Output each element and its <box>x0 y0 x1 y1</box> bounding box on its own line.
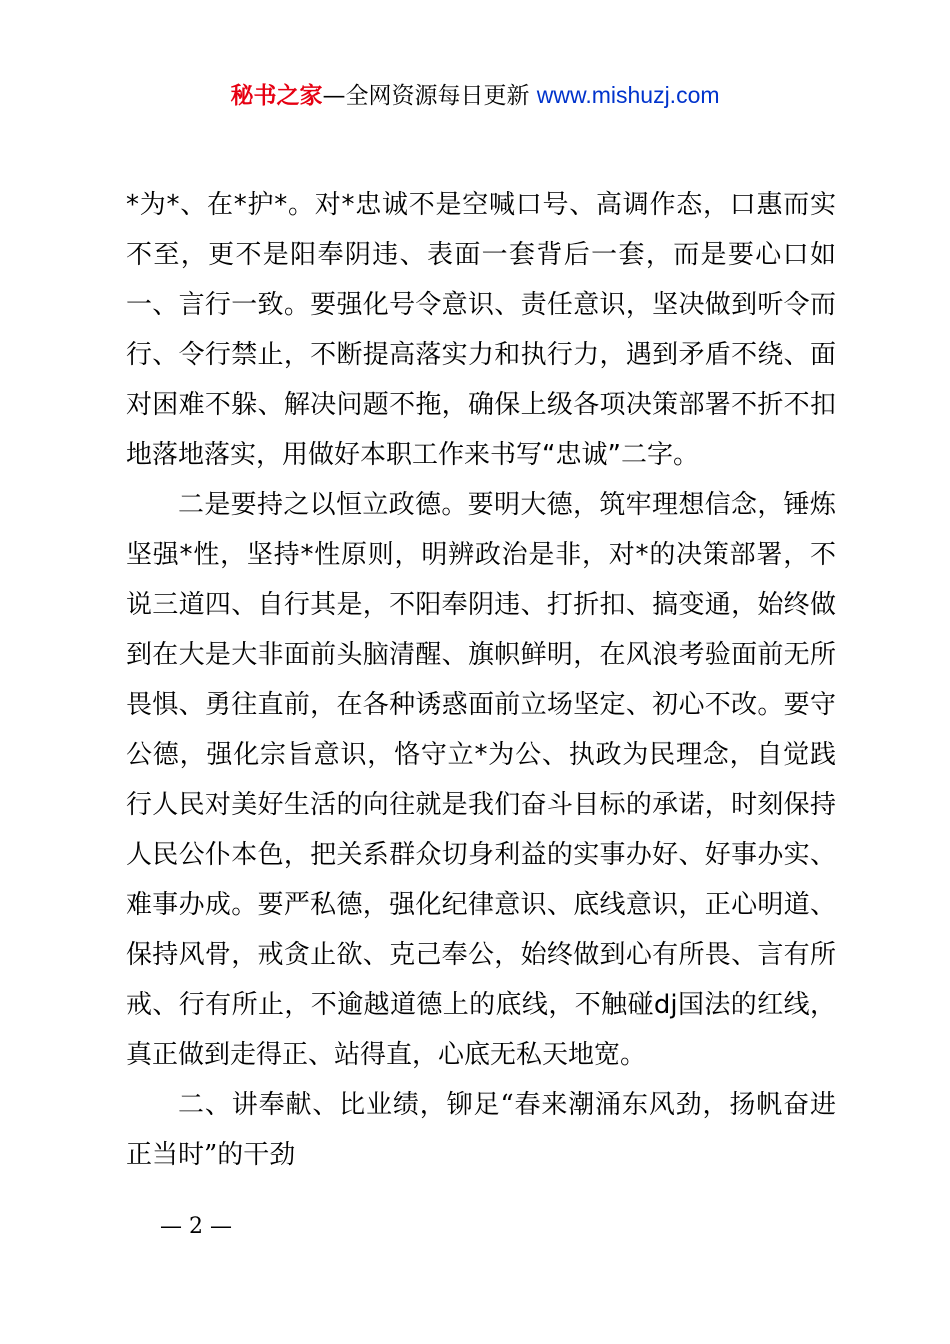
document-body <box>126 180 836 1180</box>
page-number: — 2 — <box>160 1214 232 1239</box>
site-banner <box>0 78 950 113</box>
paragraph-political-ethics: 二是要持之以恒立政德。要明大德，筑牢理想信念，锤炼坚强*性，坚持*性原则，明辨政治是非，对*的决策部署，不说三道四、自行其是，不阳奉阴违、打折扣、搞变通，始终做到在大是大非面前头脑清醒、旗帜鲜明，在风浪考验面前无所畏惧、勇往直前，在各种诱惑面前立场坚定、初心不改。要守公德，强化宗旨意识，恪守立*为公、执政为民理念，自觉践行人民对美好生活的向往就是我们奋斗目标的承诺，时刻保持人民公仆本色，把关系群众切身利益的实事办好、好事办实、难事办成。要严私德，强化纪律意识、底线意识，正心明道、保持风骨，戒贪止欲、克己奉公，始终做到心有所畏、言有所戒、行有所止，不逾越道德上的底线，不触碰dj国法的红线，真正做到走得正、站得直，心底无私天地宽。 <box>126 490 836 1070</box>
brand-name: 秘书之家 <box>230 83 323 109</box>
section-heading-dedication: 二、讲奉献、比业绩，铆足“春来潮涌东风劲，扬帆奋进正当时”的干劲 <box>126 1090 836 1170</box>
paragraph-loyalty: *为*、在*护*。对*忠诚不是空喊口号、高调作态，口惠而实不至，更不是阳奉阴违、表面一套背后一套，而是要心口如一、言行一致。要强化号令意识、责任意识，坚决做到听令而行、令行禁止，不断提高落实力和执行力，遇到矛盾不绕、面对困难不躲、解决问题不拖，确保上级各项决策部署不折不扣地落地落实，用做好本职工作来书写“忠诚”二字。 <box>126 190 836 470</box>
site-url-link[interactable]: www.mishuzj.com <box>536 82 720 108</box>
banner-slogan: —全网资源每日更新 <box>322 83 537 109</box>
